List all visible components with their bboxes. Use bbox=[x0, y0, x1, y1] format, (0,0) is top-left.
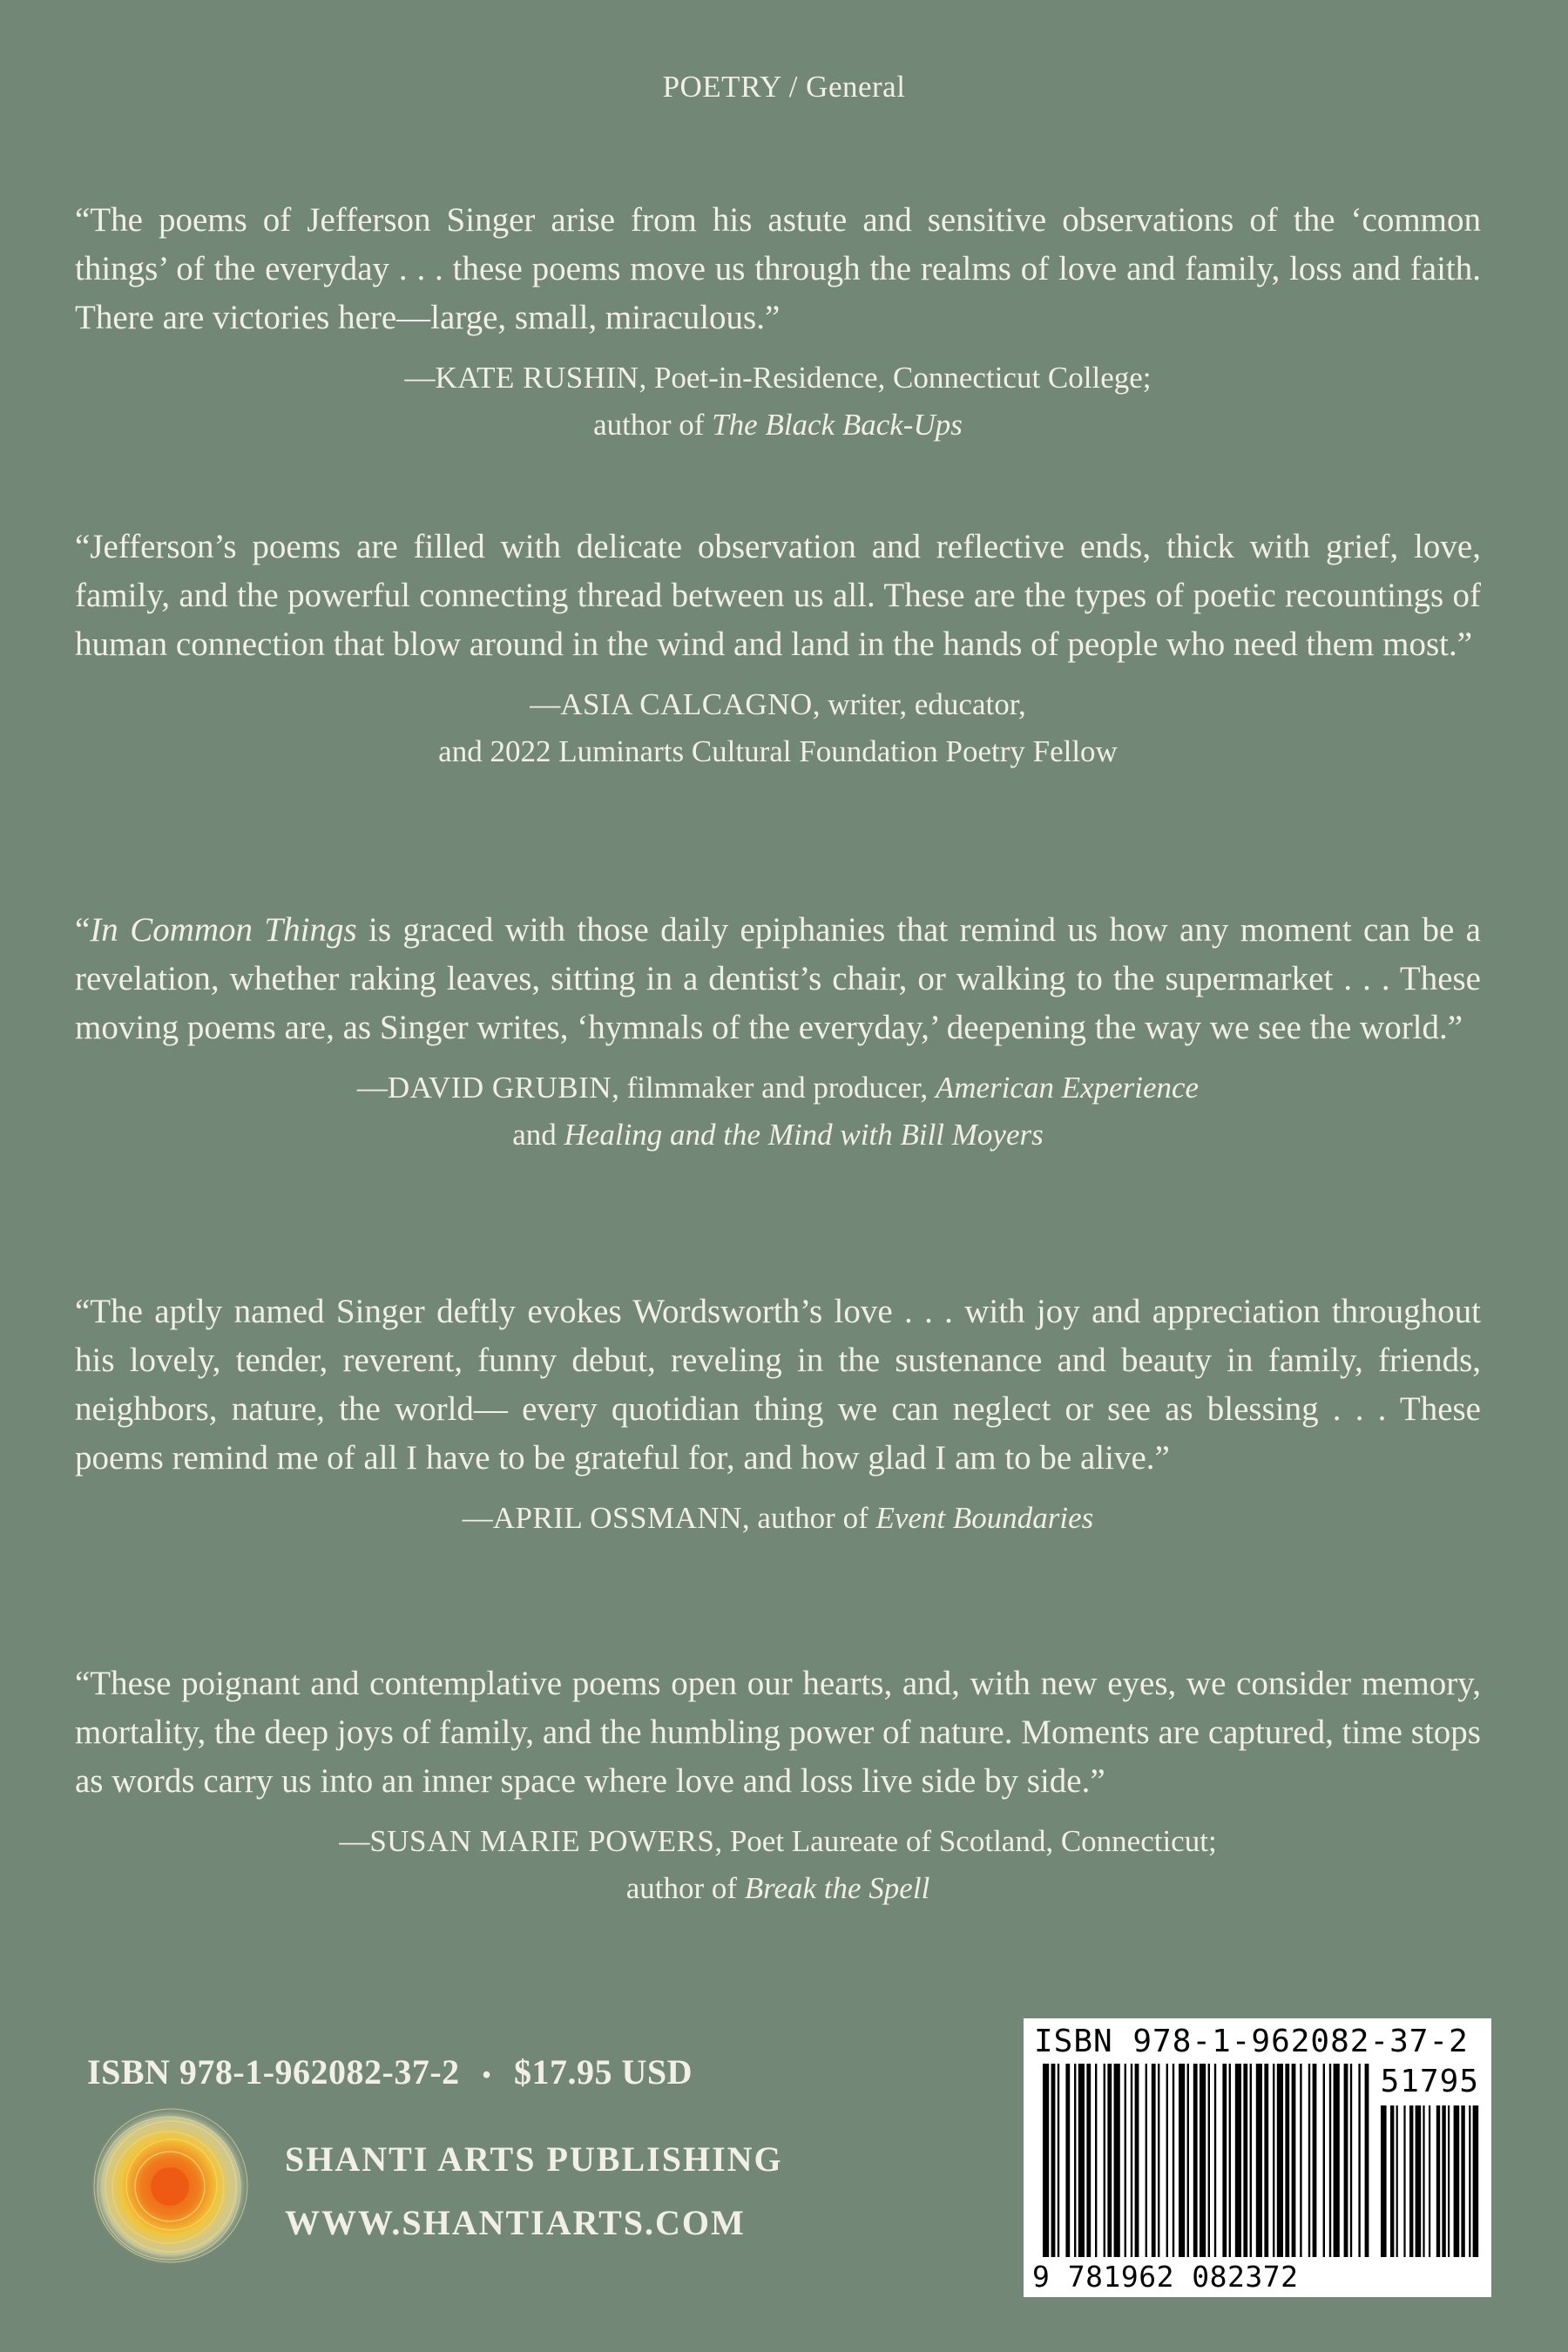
blurb-quote: “The poems of Jefferson Singer arise from his astute and sensitive observations of the ‘common things’ of the everyday . . . these poems move us through the realms of love and family, loss and faith. There are victories here—large, small, miraculous.” bbox=[75, 201, 1481, 336]
barcode-bar bbox=[1313, 2064, 1317, 2257]
book-title: Break the Spell bbox=[744, 1871, 930, 1905]
blurb-attribution bbox=[75, 681, 1481, 775]
barcode-bar bbox=[1078, 2064, 1085, 2257]
barcode-bar bbox=[1285, 2064, 1289, 2257]
price-barcode-bar bbox=[1381, 2105, 1387, 2257]
barcode-bar bbox=[1051, 2064, 1056, 2257]
price-barcode-bar bbox=[1409, 2105, 1413, 2257]
book-title: Event Boundaries bbox=[875, 1501, 1094, 1535]
author-role: , Poet-in-Residence, Connecticut College; bbox=[639, 361, 1152, 395]
isbn-barcode bbox=[1024, 2018, 1491, 2297]
barcode-bar bbox=[1256, 2064, 1262, 2257]
author-name: APRIL OSSMANN bbox=[492, 1501, 742, 1535]
price-barcode-bar bbox=[1442, 2105, 1445, 2257]
blurb-attribution bbox=[75, 1495, 1481, 1542]
barcode-bar bbox=[1074, 2064, 1076, 2257]
dash: — bbox=[404, 361, 436, 395]
quote-text: is graced with those daily epiphanies that remind us how any moment can be a revelation, whether raking leaves, sitting in a dentist’s chair, or walking to the supermarket . . . These moving poems are, as Singer writes, ‘hymnals of the everyday,’ deepening the way we see the world.” bbox=[75, 911, 1481, 1046]
barcode-bar bbox=[1243, 2064, 1247, 2257]
price-barcode-bar bbox=[1416, 2105, 1422, 2257]
barcode-bar bbox=[1277, 2064, 1283, 2257]
publisher-website[interactable]: WWW.SHANTIARTS.COM bbox=[285, 2203, 746, 2242]
price-barcode-bar bbox=[1461, 2105, 1464, 2257]
barcode-bar bbox=[1125, 2064, 1126, 2257]
barcode-bar bbox=[1308, 2064, 1310, 2257]
barcode-bar bbox=[1107, 2064, 1112, 2257]
blurb-attribution bbox=[75, 355, 1481, 449]
barcode-bar bbox=[1058, 2064, 1059, 2257]
barcode-bar bbox=[1264, 2064, 1268, 2257]
barcode-bar bbox=[1222, 2064, 1227, 2257]
author-role: , writer, educator, bbox=[812, 687, 1026, 721]
dash: — bbox=[530, 687, 561, 721]
book-title: The Black Back-Ups bbox=[712, 408, 963, 442]
blurb-quote: “These poignant and contemplative poems open our hearts, and, with new eyes, we consider memory, mortality, the deep joys of family, and the humbling power of nature. Moments are captured, time stops as words carry us into an inner space where love and loss live side by side.” bbox=[75, 1665, 1481, 1800]
barcode-bar bbox=[1193, 2064, 1198, 2257]
show-title: Healing and the Mind with Bill Moyers bbox=[564, 1118, 1044, 1152]
barcode-bar bbox=[1292, 2064, 1296, 2257]
price-barcode-bar bbox=[1473, 2105, 1479, 2257]
barcode-bar bbox=[1300, 2064, 1301, 2257]
price-barcode-bar bbox=[1454, 2105, 1460, 2257]
price-barcode-bar bbox=[1436, 2105, 1440, 2257]
dash: — bbox=[356, 1071, 388, 1105]
dash: — bbox=[462, 1501, 493, 1535]
author-role: , Poet Laureate of Scotland, Connecticut; bbox=[714, 1824, 1217, 1858]
shanti-arts-logo-icon bbox=[87, 2104, 253, 2269]
isbn-text: ISBN 978-1-962082-37-2 bbox=[87, 2052, 460, 2092]
barcode-price-code: 51795 bbox=[1380, 2064, 1479, 2099]
barcode-bar bbox=[1131, 2064, 1132, 2257]
author-role: , author of bbox=[741, 1501, 876, 1535]
barcode-digits: 9 781962 082372 bbox=[1032, 2260, 1299, 2294]
barcode-bar bbox=[1200, 2064, 1206, 2257]
open-quote: “ bbox=[75, 911, 91, 949]
barcode-bars bbox=[1024, 2018, 1491, 2297]
barcode-bar bbox=[1329, 2064, 1331, 2257]
barcode-bar bbox=[1358, 2064, 1360, 2257]
barcode-bar bbox=[1214, 2064, 1216, 2257]
barcode-bar bbox=[1146, 2064, 1147, 2257]
price-barcode-bar bbox=[1448, 2105, 1450, 2257]
author-name: KATE RUSHIN bbox=[435, 361, 639, 395]
barcode-bar bbox=[1135, 2064, 1139, 2257]
barcode-bar bbox=[1114, 2064, 1120, 2257]
barcode-bar bbox=[1323, 2064, 1325, 2257]
blurb-quote: “The aptly named Singer deftly evokes Wordsworth’s love . . . with joy and appreciation throughout his lovely, tender, reverent, funny debut, reveling in the sustenance and beauty in family, friends, neighbors, nature, the world— every quotidian thing we can neglect or see as blessing . . . These poems remind me of all I have to be grateful for, and how glad I am to be alive.” bbox=[75, 1293, 1481, 1477]
blurb-3 bbox=[75, 906, 1481, 1159]
price-text: $17.95 USD bbox=[513, 2052, 693, 2092]
barcode-bar bbox=[1043, 2064, 1049, 2257]
price-barcode-bar bbox=[1396, 2105, 1398, 2257]
author-credit: and 2022 Luminarts Cultural Foundation Poetry Fellow bbox=[438, 734, 1118, 768]
barcode-bar bbox=[1158, 2064, 1159, 2257]
blurb-quote bbox=[75, 906, 1481, 1052]
author-name: DAVID GRUBIN bbox=[387, 1071, 612, 1105]
author-credit: author of bbox=[593, 408, 713, 442]
author-name: SUSAN MARIE POWERS bbox=[369, 1824, 715, 1858]
blurb-5 bbox=[75, 1659, 1481, 1912]
author-role: , filmmaker and producer, bbox=[612, 1071, 936, 1105]
blurb-attribution bbox=[75, 1818, 1481, 1912]
book-title: In Common Things bbox=[90, 911, 357, 949]
price-barcode-bar bbox=[1429, 2105, 1430, 2257]
barcode-bar bbox=[1187, 2064, 1189, 2257]
barcode-bar bbox=[1350, 2064, 1352, 2257]
barcode-bar bbox=[1229, 2064, 1231, 2257]
price-barcode-bar bbox=[1403, 2105, 1405, 2257]
price-barcode-bar bbox=[1390, 2105, 1394, 2257]
dash: — bbox=[339, 1824, 370, 1858]
blurb-2 bbox=[75, 523, 1481, 775]
barcode-bar bbox=[1065, 2064, 1070, 2257]
barcode-bar bbox=[1365, 2064, 1369, 2257]
author-credit: author of bbox=[625, 1871, 745, 1905]
show-title: American Experience bbox=[935, 1071, 1200, 1105]
barcode-isbn-label: ISBN 978-1-962082-37-2 bbox=[1034, 2024, 1469, 2059]
author-name: ASIA CALCAGNO bbox=[560, 687, 813, 721]
separator-dot: • bbox=[482, 2061, 491, 2089]
barcode-bar bbox=[1173, 2064, 1174, 2257]
blurb-attribution bbox=[75, 1064, 1481, 1159]
blurb-4 bbox=[75, 1288, 1481, 1542]
barcode-bar bbox=[1208, 2064, 1210, 2257]
publisher-name: SHANTI ARTS PUBLISHING bbox=[285, 2139, 783, 2179]
barcode-bar bbox=[1235, 2064, 1241, 2257]
blurb-1 bbox=[75, 196, 1481, 449]
book-category: POETRY / General bbox=[662, 70, 906, 104]
barcode-bar bbox=[1152, 2064, 1156, 2257]
barcode-bar bbox=[1273, 2064, 1274, 2257]
barcode-bar bbox=[1344, 2064, 1348, 2257]
author-credit: and bbox=[512, 1118, 564, 1152]
barcode-bar bbox=[1104, 2064, 1105, 2257]
barcode-bar bbox=[1179, 2064, 1185, 2257]
barcode-bar bbox=[1095, 2064, 1097, 2257]
price-barcode-bar bbox=[1469, 2105, 1470, 2257]
isbn-price-line bbox=[87, 2051, 693, 2092]
price-barcode-bar bbox=[1423, 2105, 1424, 2257]
barcode-bar bbox=[1334, 2064, 1340, 2257]
barcode-bar bbox=[1086, 2064, 1091, 2257]
blurb-quote: “Jefferson’s poems are filled with delicate observation and reflective ends, thick with grief, love, family, and the powerful connecting thread between us all. These are the types of poetic recountings of human connection that blow around in the wind and land in the hands of people who need them most.” bbox=[75, 528, 1481, 663]
barcode-bar bbox=[1166, 2064, 1168, 2257]
barcode-bar bbox=[1250, 2064, 1252, 2257]
